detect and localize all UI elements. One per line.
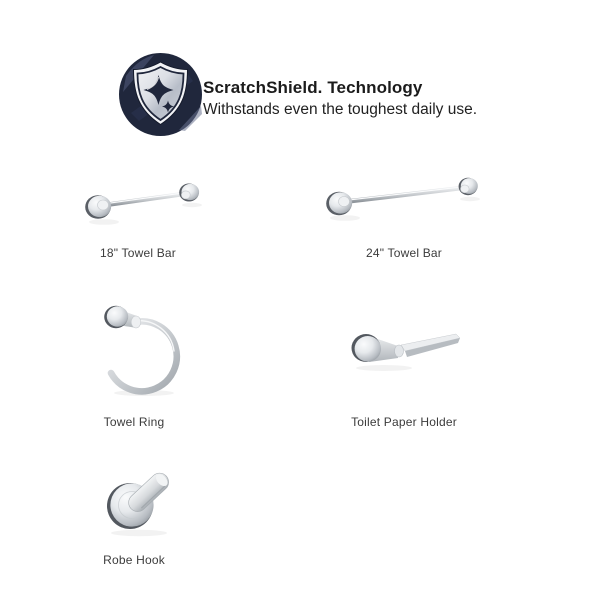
product-label: 24" Towel Bar: [365, 246, 442, 260]
towel-ring-image: [54, 300, 214, 400]
towel-bar-18-image: [58, 176, 218, 238]
towel-bar-24-image: [324, 176, 484, 238]
product-label: Robe Hook: [103, 553, 165, 567]
product-label: 18" Towel Bar: [99, 246, 176, 260]
product-robe-hook: [54, 460, 214, 567]
product-towel-bar-18: [58, 176, 218, 260]
toilet-paper-holder-image: [324, 300, 484, 400]
robe-hook-image: [54, 460, 214, 540]
product-label: Towel Ring: [103, 415, 165, 429]
badge-title: ScratchShield. Technology: [203, 78, 423, 97]
product-towel-bar-24: [324, 176, 484, 260]
product-toilet-paper-holder: [324, 300, 484, 429]
badge-subtitle: Withstands even the toughest daily use.: [203, 101, 477, 118]
badge-text-block: [203, 78, 477, 119]
product-towel-ring: [54, 300, 214, 429]
product-label: Toilet Paper Holder: [351, 415, 457, 429]
scratchshield-badge-icon: [117, 51, 204, 138]
